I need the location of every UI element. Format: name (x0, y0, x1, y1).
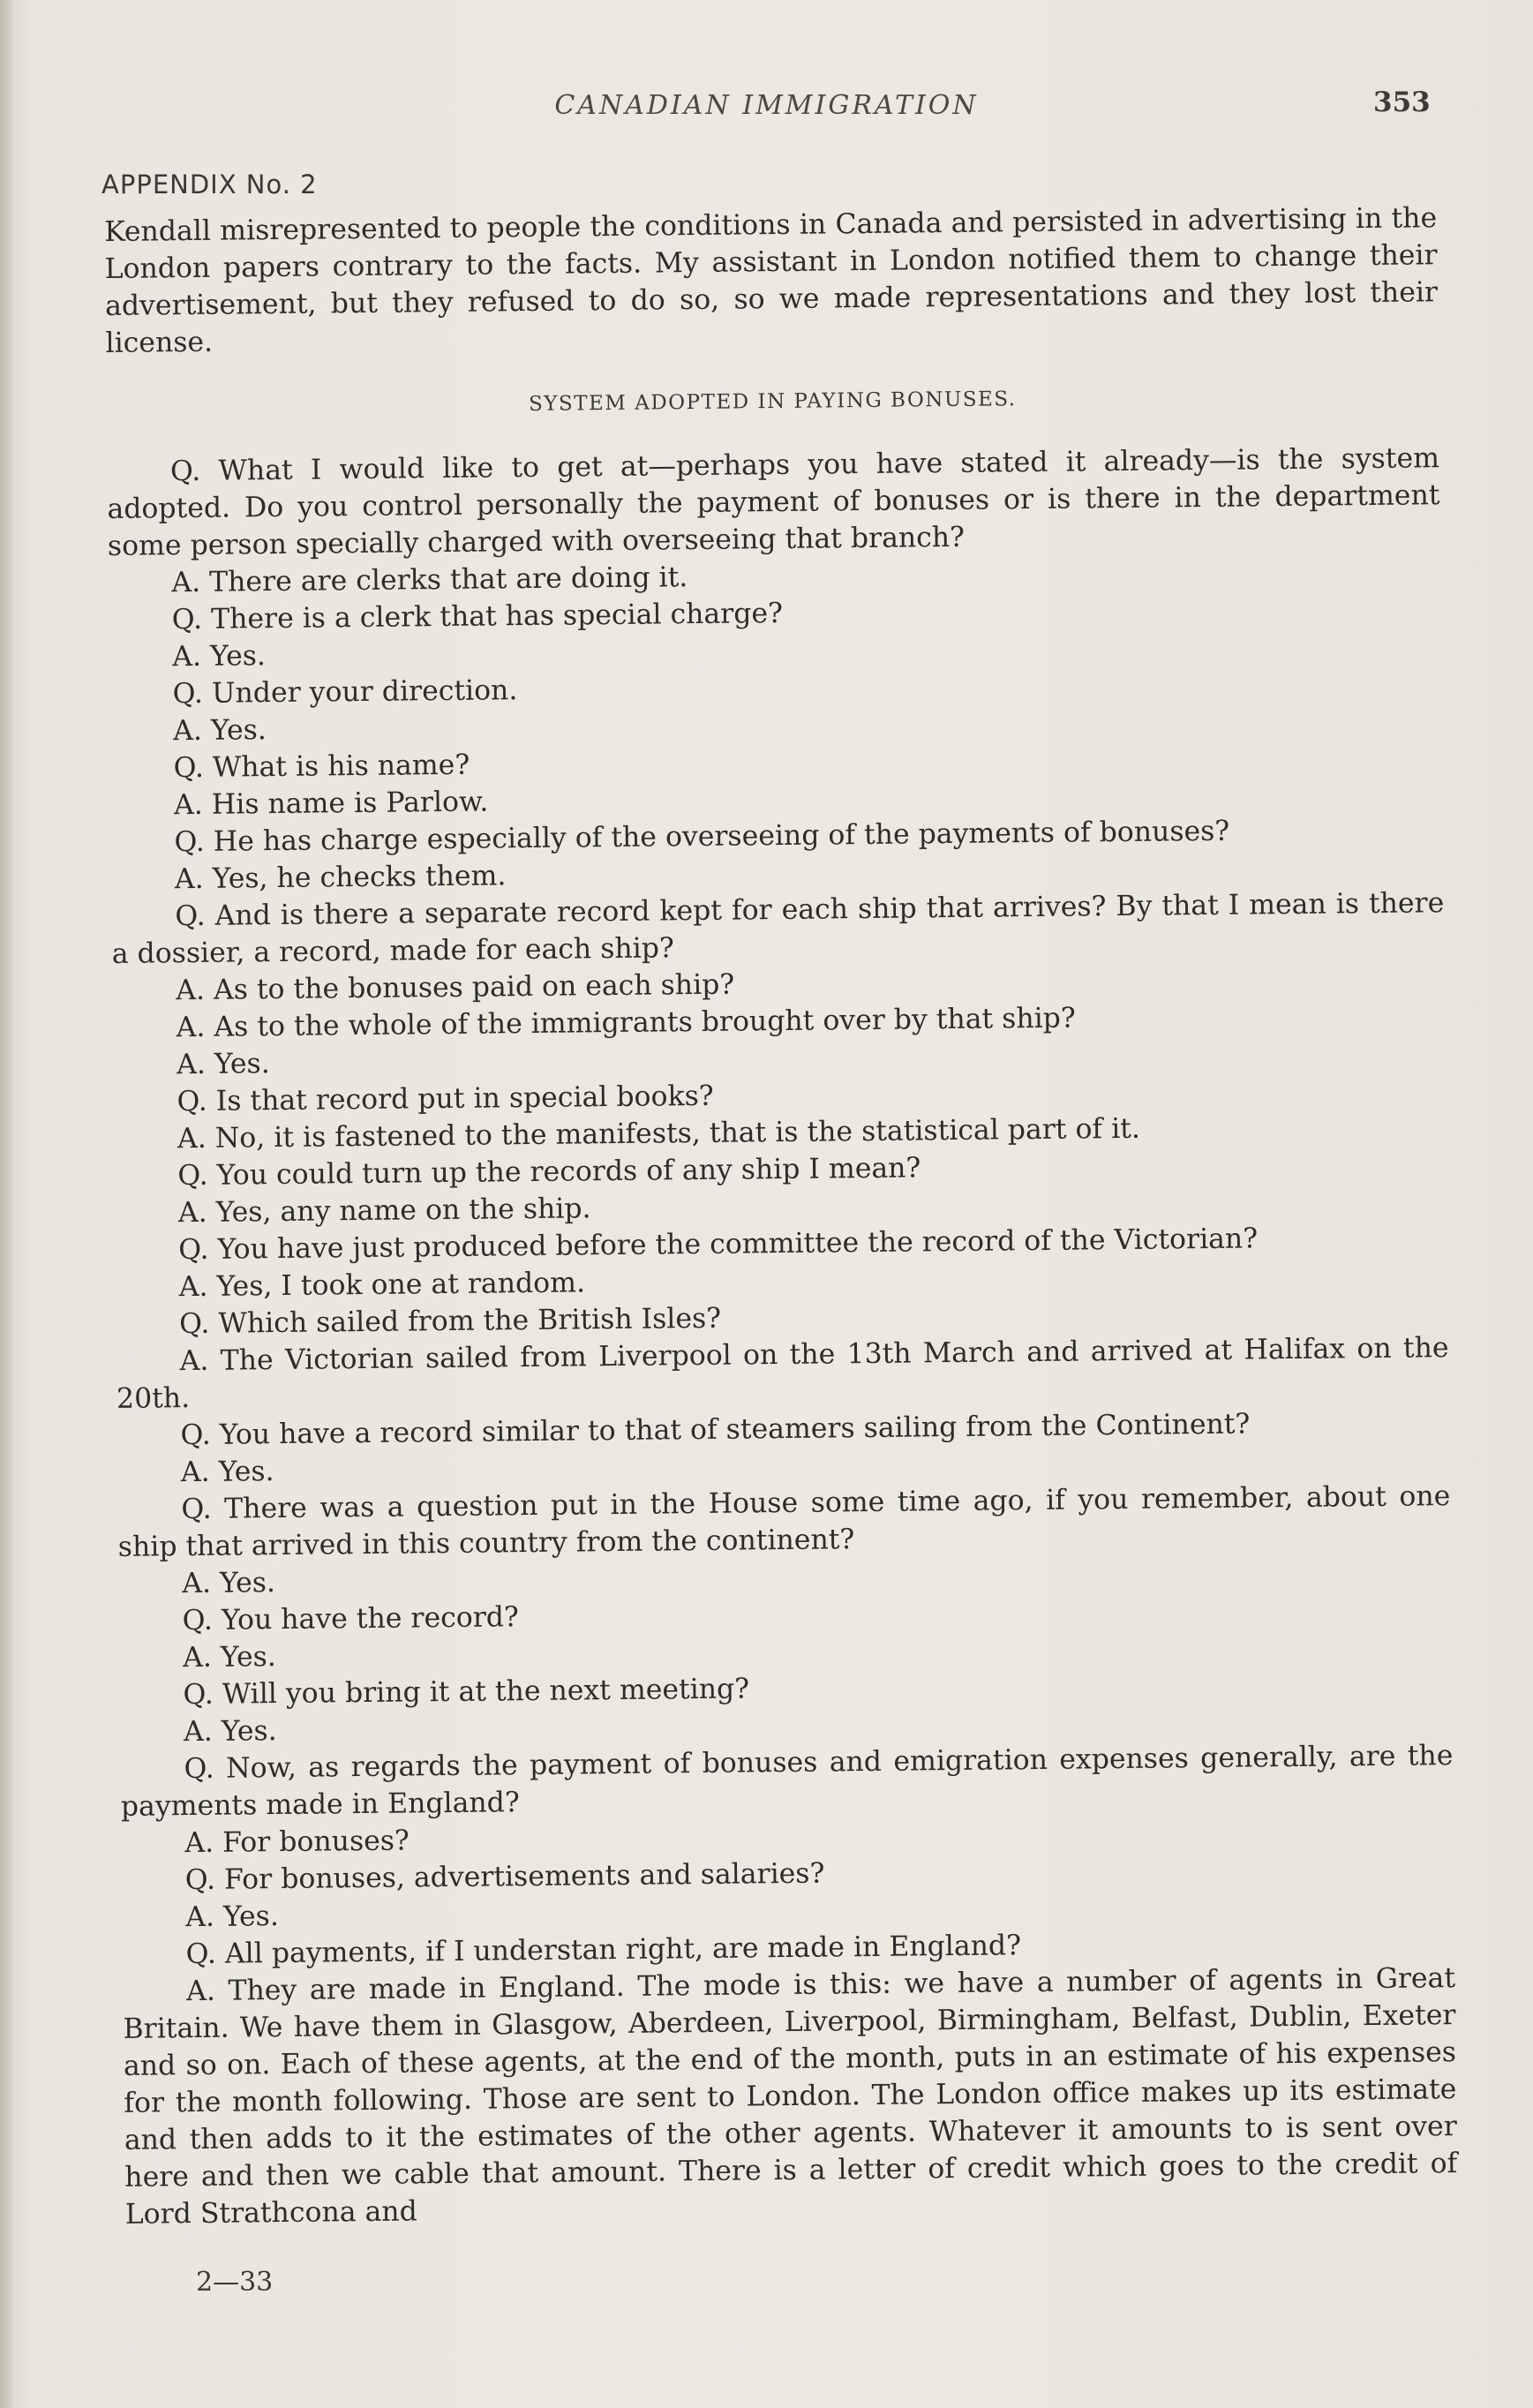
exchange-line: A. Yes. (180, 1456, 274, 1489)
exchange-line: Q. You have just produced before the committee the record of the Victorian? (178, 1223, 1259, 1267)
exchange-line: A. No, it is fastened to the manifests, that is the statistical part of it. (177, 1112, 1141, 1155)
exchange-line: A. Yes, I took one at random. (178, 1267, 586, 1304)
page-binding-edge (0, 0, 12, 2408)
section-heading: SYSTEM ADOPTED IN PAYING BONUSES. (528, 388, 1017, 416)
exchange-line: Q. Under your direction. (172, 674, 518, 711)
exchange-line: A. Yes. (185, 1900, 280, 1934)
exchange-line: A. As to the bonuses paid on each ship? (176, 968, 735, 1007)
exchange-line: A. Yes. (176, 1048, 270, 1081)
exchange-line: A. Yes, he checks them. (174, 860, 507, 896)
exchange-line: Q. You could turn up the records of any ship I mean? (177, 1152, 921, 1193)
exchange-line: Q. Which sailed from the British Isles? (178, 1302, 722, 1341)
exchange-line: Q. There is a clerk that has special charge? (171, 597, 784, 636)
exchange-line: A. As to the whole of the immigrants brought over by that ship? (176, 1002, 1076, 1044)
running-head: CANADIAN IMMIGRATION (554, 90, 979, 121)
exchange-line: Q. What is his name? (173, 749, 470, 785)
exchange-line: Q. Now, as regards the payment of bonuses and emigration expenses generally, are the payments made in England? (120, 1740, 1454, 1823)
exchange-line: A. They are made in England. The mode is this: we have a number of agents in Great Britain. We have them in Glasgow, Aberdeen, Liverpool, Birmingham, Belfast, Dublin, Exeter and so on. Each of these agents, at the end of the month, puts in an estimate of his expenses for the month following. Those are sent to London. The London office makes up its estimate and then adds to it the estimates of the other agents. Whatever it amounts to is sent over here and then we cable that amount. There is a letter of credit which goes to the credit of Lord Strathcona and (123, 1962, 1458, 2231)
exchange-line: Q. There was a question put in the House some time ago, if you remember, about one ship that arrived in this country from the continent? (117, 1480, 1451, 1563)
exchange-line: Q. For bonuses, advertisements and salaries? (184, 1857, 825, 1897)
exchange-line: A. For bonuses? (184, 1825, 410, 1860)
exchange-line: A. Yes. (172, 714, 267, 748)
appendix-label: APPENDIX No. 2 (101, 169, 318, 199)
exchange-line: Q. Will you bring it at the next meeting? (183, 1673, 750, 1712)
body-text (104, 199, 1458, 2233)
exchange-line: Q. You have a record similar to that of steamers sailing from the Continent? (180, 1408, 1251, 1452)
exchange-line: Q. Is that record put in special books? (177, 1080, 714, 1118)
signature-mark: 2—33 (196, 2267, 274, 2298)
intro-paragraph: Kendall misrepresented to people the conditions in Canada and persisted in advertising in the London papers contrary to the facts. My assistant in London notified them to change their advertisement, but they refused to do so, so we made representations and they lost their license. (104, 202, 1439, 359)
exchange-line: Q. And is there a separate record kept for each ship that arrives? By that I mean is there a dossier, a record, made for each ship? (111, 887, 1445, 970)
exchange-line: A. Yes. (182, 1567, 276, 1600)
exchange-line: Q. He has charge especially of the overseeing of the payments of bonuses? (174, 815, 1230, 859)
exchange-line: A. Yes. (183, 1715, 277, 1749)
exchange-line: A. Yes. (182, 1641, 276, 1674)
exchange-line: A. His name is Parlow. (173, 786, 489, 822)
exchange-line: Q. You have the record? (182, 1601, 520, 1637)
exchange-line: A. There are clerks that are doing it. (171, 561, 688, 599)
page-number: 353 (1373, 87, 1431, 118)
exchange-line: Q. All payments, if I understan right, are made in England? (185, 1930, 1022, 1971)
exchange-line: A. Yes, any name on the ship. (177, 1193, 591, 1230)
exchange-line: Q. What I would like to get at—perhaps you have stated it already—is the system adopted. Do you control personally the payment of bonuses or is there in the department some person specially charged with overseeing that branch? (107, 442, 1440, 562)
exchange-line: A. Yes. (172, 640, 267, 673)
exchange-line: A. The Victorian sailed from Liverpool on the 13th March and arrived at Halifax on the 20th. (116, 1332, 1449, 1415)
